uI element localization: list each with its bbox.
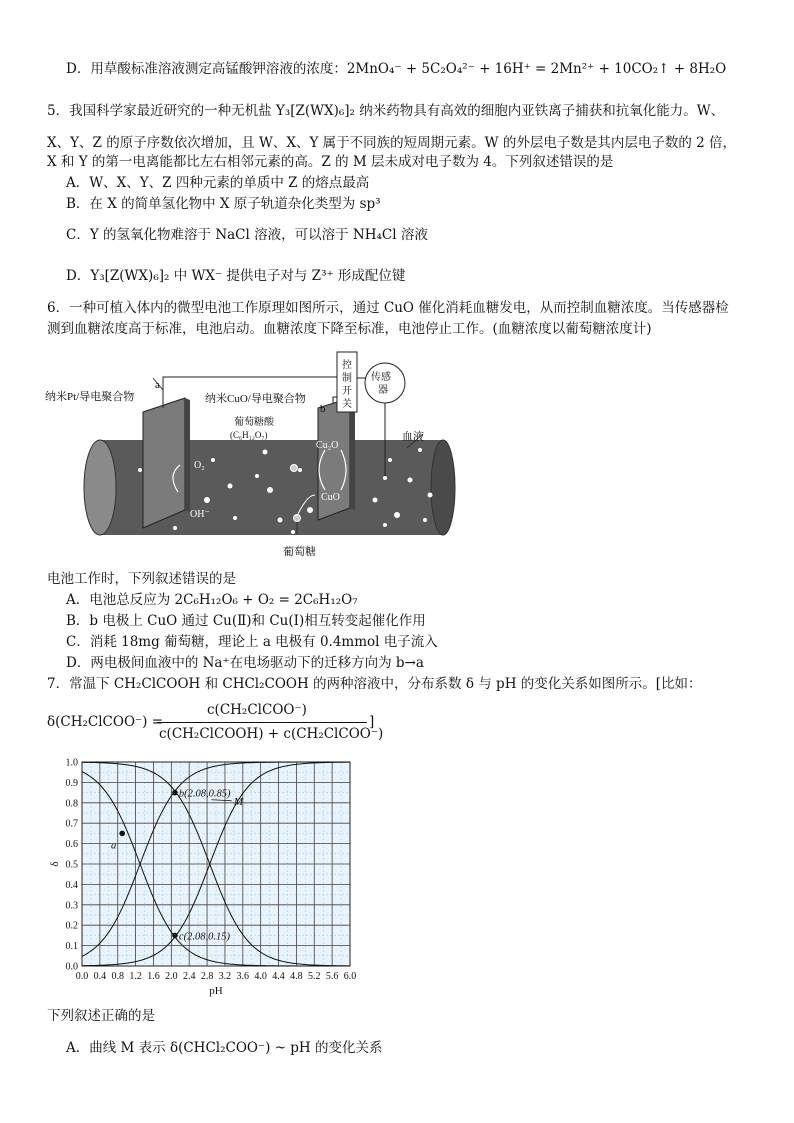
y-tick-label: 0.6 <box>65 839 78 851</box>
q6-stem-line1: 6．一种可植入体内的微型电池工作原理如图所示，通过 CuO 催化消耗血糖发电，从而控制血糖浓度。当传感器检 <box>47 300 729 316</box>
curve-m-label: M <box>233 795 244 808</box>
label-sensor: 传感 <box>371 372 391 383</box>
x-tick-label: 0.4 <box>93 971 107 982</box>
x-axis-label: pH <box>209 985 223 997</box>
label-glucose: 葡萄糖 <box>283 546 316 558</box>
formula-end: ] <box>369 714 375 730</box>
y-tick-label: 0.0 <box>65 961 78 973</box>
q6-stem-line2: 测到血糖浓度高于标准，电池启动。血糖浓度下降至标准，电池停止工作。(血糖浓度以葡萄糖浓度计) <box>47 321 652 337</box>
label-b: b <box>320 403 326 415</box>
x-tick-label: 0.8 <box>111 971 124 982</box>
x-tick-label: 4.4 <box>272 971 285 982</box>
label-switch-1: 控 <box>342 360 352 371</box>
label-o2: O₂ <box>194 460 205 471</box>
distribution-chart <box>40 752 370 1004</box>
q5-stem-line2: X、Y、Z 的原子序数依次增加，且 W、X、Y 属于不同族的短周期元素。W 的外层电子数是其内层电子数的 2 倍， <box>47 135 737 151</box>
point-label: c(2.08,0.15) <box>178 931 230 943</box>
x-tick-label: 2.0 <box>165 971 178 982</box>
point-a <box>119 831 125 837</box>
point-c <box>172 933 178 939</box>
q5-stem-line3: X 和 Y 的第一电离能都比左右相邻元素的高。Z 的 M 层未成对电子数为 4。下列叙述错误的是 <box>47 154 614 170</box>
label-gluconic-formula: (C₆H₁₂O₇) <box>230 430 268 440</box>
q7-formula <box>47 700 387 748</box>
y-tick-label: 0.2 <box>65 920 78 932</box>
svg-text:开: 开 <box>342 386 352 397</box>
y-tick-label: 1.0 <box>65 757 78 769</box>
y-tick-label: 0.3 <box>65 900 78 912</box>
x-tick-label: 0.0 <box>75 971 89 982</box>
x-tick-label: 2.4 <box>182 971 196 982</box>
q6-prompt: 电池工作时，下列叙述错误的是 <box>47 571 236 587</box>
label-pt: 纳米Pt/导电聚合物 <box>45 391 135 403</box>
q7-option-a: A．曲线 M 表示 δ(CHCl₂COO⁻) ~ pH 的变化关系 <box>66 1040 383 1056</box>
q6-option-d: D．两电极间血液中的 Na⁺在电场驱动下的迁移方向为 b→a <box>66 655 424 671</box>
x-tick-label: 5.6 <box>325 971 339 982</box>
q4-option-d: D．用草酸标准溶液测定高锰酸钾溶液的浓度：2MnO₄⁻ + 5C₂O₄²⁻ + 16H⁺ = 2Mn²⁺ + 10CO₂↑ + 8H₂O <box>66 61 727 77</box>
svg-text:器: 器 <box>378 385 388 396</box>
y-tick-label: 0.9 <box>65 777 78 789</box>
point-b <box>172 790 178 796</box>
x-tick-label: 1.2 <box>129 971 142 982</box>
battery-diagram <box>45 350 465 570</box>
q7-prompt: 下列叙述正确的是 <box>47 1008 155 1024</box>
x-tick-label: 5.2 <box>308 971 321 982</box>
y-tick-label: 0.1 <box>65 941 78 953</box>
q5-option-c: C．Y 的氢氧化物难溶于 NaCl 溶液，可以溶于 NH₄Cl 溶液 <box>66 227 428 243</box>
y-axis-label: δ <box>49 861 61 867</box>
svg-text:关: 关 <box>342 399 352 410</box>
x-tick-label: 2.8 <box>200 971 214 982</box>
q5-option-a: A．W、X、Y、Z 四种元素的单质中 Z 的熔点最高 <box>66 175 370 191</box>
sensor <box>365 363 405 403</box>
formula-lhs: δ(CH₂ClCOO⁻) = <box>47 714 164 730</box>
y-tick-label: 0.8 <box>65 798 78 810</box>
label-oh: OH⁻ <box>190 509 210 520</box>
label-cuo-electrode: 纳米CuO/导电聚合物 <box>205 393 306 405</box>
y-tick-label: 0.4 <box>65 879 78 891</box>
q7-stem-line1: 7．常温下 CH₂ClCOOH 和 CHCl₂COOH 的两种溶液中，分布系数 δ 与 pH 的变化关系如图所示。[比如： <box>47 676 702 692</box>
svg-text:制: 制 <box>342 373 352 384</box>
x-tick-label: 1.6 <box>147 971 160 982</box>
x-tick-label: 3.2 <box>218 971 232 982</box>
y-tick-label: 0.7 <box>65 818 78 830</box>
x-tick-label: 4.0 <box>254 971 267 982</box>
q5-stem-line1: 5．我国科学家最近研究的一种无机盐 Y₃[Z(WX)₆]₂ 纳米药物具有高效的细胞内亚铁离子捕获和抗氧化能力。W、 <box>47 103 725 119</box>
x-tick-label: 6.0 <box>343 971 357 982</box>
q5-option-d: D．Y₃[Z(WX)₆]₂ 中 WX⁻ 提供电子对与 Z³⁺ 形成配位键 <box>66 268 406 284</box>
q6-option-b: B．b 电极上 CuO 通过 Cu(Ⅱ)和 Cu(Ⅰ)相互转变起催化作用 <box>66 613 426 629</box>
y-tick-label: 0.5 <box>65 859 78 871</box>
label-cu2o: Cu₂O <box>316 440 339 451</box>
q6-option-a: A．电池总反应为 2C₆H₁₂O₆ + O₂ = 2C₆H₁₂O₇ <box>66 592 358 608</box>
point-label: a <box>110 840 117 852</box>
q5-option-b: B．在 X 的简单氢化物中 X 原子轨道杂化类型为 sp³ <box>66 196 381 212</box>
label-cuo: CuO <box>321 492 340 503</box>
x-tick-label: 3.6 <box>236 971 250 982</box>
formula-denominator: c(CH₂ClCOOH) + c(CH₂ClCOO⁻) <box>159 726 384 742</box>
label-gluconic: 葡萄糖酸 <box>234 417 274 428</box>
formula-numerator: c(CH₂ClCOO⁻) <box>207 702 307 718</box>
electrode-a <box>143 398 185 528</box>
label-a: a <box>155 379 160 391</box>
point-label: b(2.08,0.85) <box>178 788 231 800</box>
x-tick-label: 4.8 <box>290 971 303 982</box>
label-blood: 血液 <box>402 431 424 443</box>
q6-option-c: C．消耗 18mg 葡萄糖，理论上 a 电极有 0.4mmol 电子流入 <box>66 634 438 650</box>
